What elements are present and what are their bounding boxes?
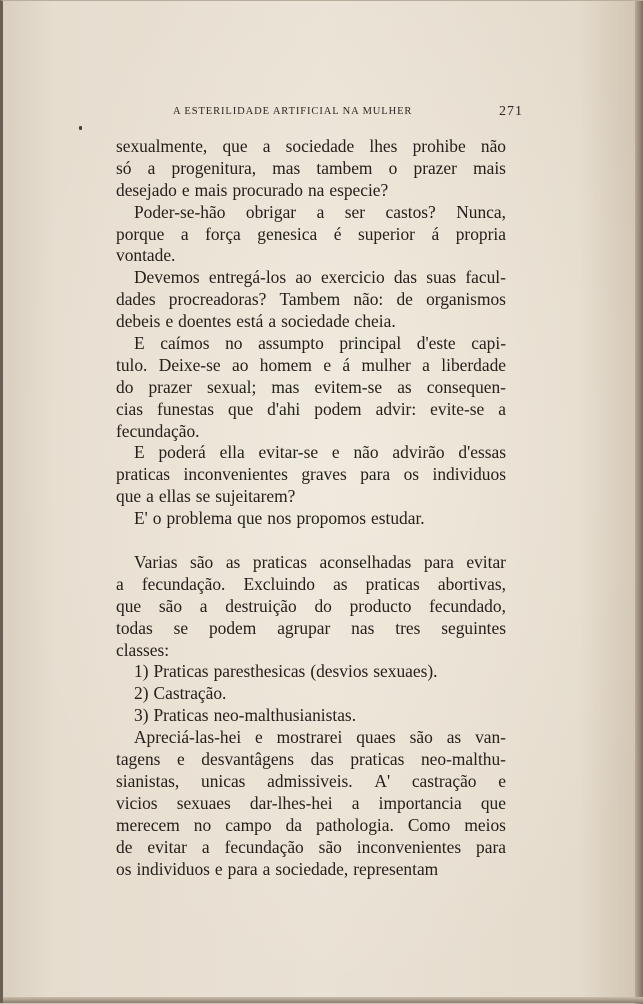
text-line [116, 136, 506, 158]
word: mas [272, 157, 301, 178]
word: sexuaes). [373, 661, 438, 682]
word: organismos [426, 289, 506, 310]
text-line [116, 421, 506, 443]
word: propomos [296, 508, 367, 529]
running-title: A ESTERILIDADE ARTIFICIAL NA MULHER [173, 106, 413, 117]
word: unicas [201, 770, 246, 791]
text-line [116, 859, 506, 881]
word: a [316, 201, 325, 222]
word: vicios [116, 792, 158, 813]
word: força [205, 223, 241, 244]
text-line [116, 245, 506, 267]
word: e [214, 858, 223, 879]
text-line [116, 661, 506, 683]
word: nos [267, 508, 292, 529]
word: advir: [375, 398, 417, 419]
text-line [116, 333, 506, 355]
word: e [165, 311, 174, 332]
word: classes: [116, 639, 170, 660]
word: á [431, 223, 440, 244]
body-text [116, 136, 506, 880]
word: no [193, 814, 212, 835]
word: sociedade [281, 311, 350, 332]
word: mostrarei [276, 727, 343, 748]
word: praticas [365, 573, 420, 594]
word: homem [259, 354, 312, 375]
text-line [116, 399, 506, 421]
word: o [152, 508, 162, 529]
word: as [446, 727, 462, 748]
word: prazer [413, 157, 457, 178]
text-line [116, 158, 506, 180]
word: consequen- [426, 376, 506, 397]
word: mas [271, 376, 300, 397]
word: poderá [158, 442, 206, 463]
word: e [255, 727, 263, 748]
word: a [498, 398, 506, 419]
text-line [116, 442, 506, 464]
word: propria [455, 223, 506, 244]
word: são [158, 595, 183, 616]
word: ao [231, 354, 249, 375]
word: nas [351, 617, 375, 638]
word: desvantâgens [201, 749, 295, 770]
text-line [116, 771, 506, 793]
word: sociedade, [275, 858, 349, 879]
text-line [116, 464, 506, 486]
word: podem [208, 617, 257, 638]
word: todas [116, 617, 153, 638]
word: cias [116, 398, 144, 419]
word: Nunca, [456, 201, 506, 222]
word: debeis [116, 311, 161, 332]
word: caímos [160, 333, 210, 354]
text-line [116, 224, 506, 246]
word: A' [374, 770, 391, 791]
word: Praticas [153, 661, 209, 682]
page-edge-bottom [3, 997, 643, 1003]
word: a [268, 311, 277, 332]
text-line [116, 267, 506, 289]
word: estudar. [371, 508, 425, 529]
word: (desvios [310, 661, 369, 682]
word: sociedade [285, 136, 355, 156]
word: a [262, 136, 271, 156]
word: destruição [225, 595, 297, 616]
word: Apreciá-las-hei [134, 727, 242, 748]
word: pathologia. [316, 814, 394, 835]
running-head [153, 104, 523, 124]
word: sujeitarem? [215, 486, 296, 507]
word: funestas [157, 398, 215, 419]
word: evitar-se [258, 442, 319, 463]
text-line [116, 180, 506, 202]
word: porque [116, 223, 165, 244]
word: as [333, 573, 348, 594]
word: os [403, 464, 420, 485]
word: procreadoras? [168, 289, 267, 310]
word: ao [295, 267, 312, 288]
word: paresthesicas [213, 661, 306, 682]
word: do [116, 376, 134, 397]
word: se [195, 486, 211, 507]
word: Castração. [153, 683, 227, 704]
text-line [116, 749, 506, 771]
word: está [236, 311, 264, 332]
word: genesica [257, 223, 318, 244]
word: para [227, 858, 258, 879]
text-line [116, 552, 506, 574]
word: E' [134, 508, 148, 529]
word: mais [473, 157, 506, 178]
word: dades [116, 289, 156, 310]
text-line [116, 727, 506, 749]
word: de [396, 289, 413, 310]
word: dar-lhes-hei [249, 792, 333, 813]
word: principal [339, 333, 402, 354]
word: a [147, 157, 156, 178]
text-line [116, 508, 506, 530]
text-line [116, 640, 506, 662]
word: praticas [350, 749, 405, 770]
word: que [116, 486, 142, 507]
text-line [116, 202, 506, 224]
text-line [116, 574, 506, 596]
word: não [353, 442, 379, 463]
word: que [480, 792, 506, 813]
word: é [333, 223, 342, 244]
page-number: 271 [499, 104, 523, 119]
text-line [116, 793, 506, 815]
word: na [307, 179, 325, 200]
word: tagens [116, 749, 161, 770]
word: as [225, 552, 241, 573]
word: advirão [392, 442, 445, 463]
word: sexuaes [176, 792, 231, 813]
section-gap [116, 530, 506, 552]
word: evitar [147, 836, 187, 857]
word: se [173, 617, 189, 638]
word: evitar [466, 552, 506, 573]
page-edge-right [635, 1, 643, 1004]
word: agrupar [277, 617, 331, 638]
word: Como [407, 814, 451, 835]
text-line [116, 705, 506, 727]
word: especie? [329, 179, 389, 200]
ink-speck [79, 126, 82, 130]
word: admissiveis. [267, 770, 353, 791]
word: inconvenientes [356, 836, 462, 857]
word: obrigar [245, 201, 297, 222]
word: são [190, 552, 214, 573]
text-line [116, 377, 506, 399]
text-line [116, 311, 506, 333]
word: van- [475, 727, 506, 748]
word: castração [411, 770, 477, 791]
word: que [222, 136, 248, 156]
word: os [116, 858, 132, 879]
word: não: [353, 289, 384, 310]
word: não [480, 136, 506, 156]
word: producto [349, 595, 412, 616]
word: tulo. [116, 354, 148, 375]
word: podem [314, 398, 362, 419]
word: campo [225, 814, 272, 835]
word: do [314, 595, 332, 616]
text-line [116, 486, 506, 508]
word: lhes [369, 136, 398, 156]
word: e [331, 442, 340, 463]
word: praticas [116, 464, 171, 485]
word: d'este [416, 333, 456, 354]
text-line [116, 596, 506, 618]
word: vontade. [116, 245, 176, 266]
word: progenitura, [171, 157, 257, 178]
word: aconselhadas [319, 552, 412, 573]
word: liberdade [441, 354, 506, 375]
text-line [116, 837, 506, 859]
word: 3) [134, 705, 149, 726]
word: para [476, 836, 506, 857]
word: a [146, 486, 154, 507]
word: que [237, 508, 263, 529]
text-line [116, 289, 506, 311]
word: 2) [134, 683, 149, 704]
word: para [360, 464, 391, 485]
word: individuos [432, 464, 506, 485]
word: são [318, 836, 342, 857]
word: o [388, 157, 398, 178]
word: que [116, 595, 142, 616]
word: representam [353, 858, 439, 879]
word: prazer [148, 376, 192, 397]
text-line [116, 355, 506, 377]
word: facul- [465, 267, 506, 288]
word: neo-malthu- [420, 749, 506, 770]
word: castos? [385, 201, 436, 222]
word: neo-malthusianistas. [213, 705, 357, 726]
word: abortivas, [437, 573, 506, 594]
text-line [116, 815, 506, 837]
word: individuos [136, 858, 210, 879]
word: a [351, 792, 360, 813]
word: tambem [316, 157, 373, 178]
word: E [134, 442, 145, 463]
word: tres [395, 617, 421, 638]
word: sianistas, [116, 770, 180, 791]
word: superior [357, 223, 415, 244]
word: são [409, 727, 433, 748]
word: Varias [134, 552, 178, 573]
word: graves [301, 464, 347, 485]
word: das [310, 749, 334, 770]
word: ella [219, 442, 245, 463]
word: sexual; [207, 376, 257, 397]
word: Deixe-se [158, 354, 221, 375]
word: assumpto [258, 333, 324, 354]
word: e [181, 179, 190, 200]
word: no [225, 333, 243, 354]
word: mulher [361, 354, 411, 375]
word: prohibe [412, 136, 466, 156]
word: e [177, 749, 185, 770]
word: á [342, 354, 351, 375]
word: merecem [116, 814, 180, 835]
word: que [228, 398, 254, 419]
word: para [423, 552, 454, 573]
word: Tambem [279, 289, 341, 310]
text-line [116, 683, 506, 705]
word: Devemos [134, 267, 200, 288]
word: Excluindo [243, 573, 315, 594]
word: a [116, 573, 124, 594]
word: meios [464, 814, 506, 835]
text-line [116, 618, 506, 640]
word: só [116, 157, 132, 178]
word: importancia [378, 792, 462, 813]
word: doentes [178, 311, 232, 332]
word: a [201, 836, 210, 857]
word: evitem-se [314, 376, 383, 397]
word: procurado [232, 179, 303, 200]
word: ser [344, 201, 366, 222]
word: Praticas [153, 705, 209, 726]
word: praticas [252, 552, 307, 573]
word: a [180, 223, 189, 244]
word: exercicio [320, 267, 385, 288]
word: evite-se [430, 398, 485, 419]
word: das [393, 267, 418, 288]
word: desejado [116, 179, 177, 200]
word: E [134, 333, 145, 354]
word: a [262, 858, 271, 879]
word: entregá-los [208, 267, 287, 288]
word: sexualmente, [116, 136, 208, 156]
word: quaes [356, 727, 396, 748]
word: e [323, 354, 332, 375]
word: suas [426, 267, 457, 288]
word: d'essas [458, 442, 506, 463]
word: capi- [471, 333, 506, 354]
word: 1) [134, 661, 149, 682]
word: d'ahi [267, 398, 301, 419]
word: da [285, 814, 302, 835]
word: Poder-se-hão [134, 201, 226, 222]
word: a [422, 354, 430, 375]
word: a [199, 595, 208, 616]
word: fecundação. [141, 573, 226, 594]
word: fecundado, [429, 595, 506, 616]
word: cheia. [354, 311, 396, 332]
word: fecundação. [116, 420, 200, 441]
word: inconvenientes [183, 464, 288, 485]
word: de [116, 836, 133, 857]
word: problema [166, 508, 233, 529]
word: seguintes [441, 617, 506, 638]
word: ellas [158, 486, 191, 507]
word: e [498, 770, 506, 791]
word: fecundação [224, 836, 304, 857]
word: as [397, 376, 412, 397]
word: mais [194, 179, 228, 200]
